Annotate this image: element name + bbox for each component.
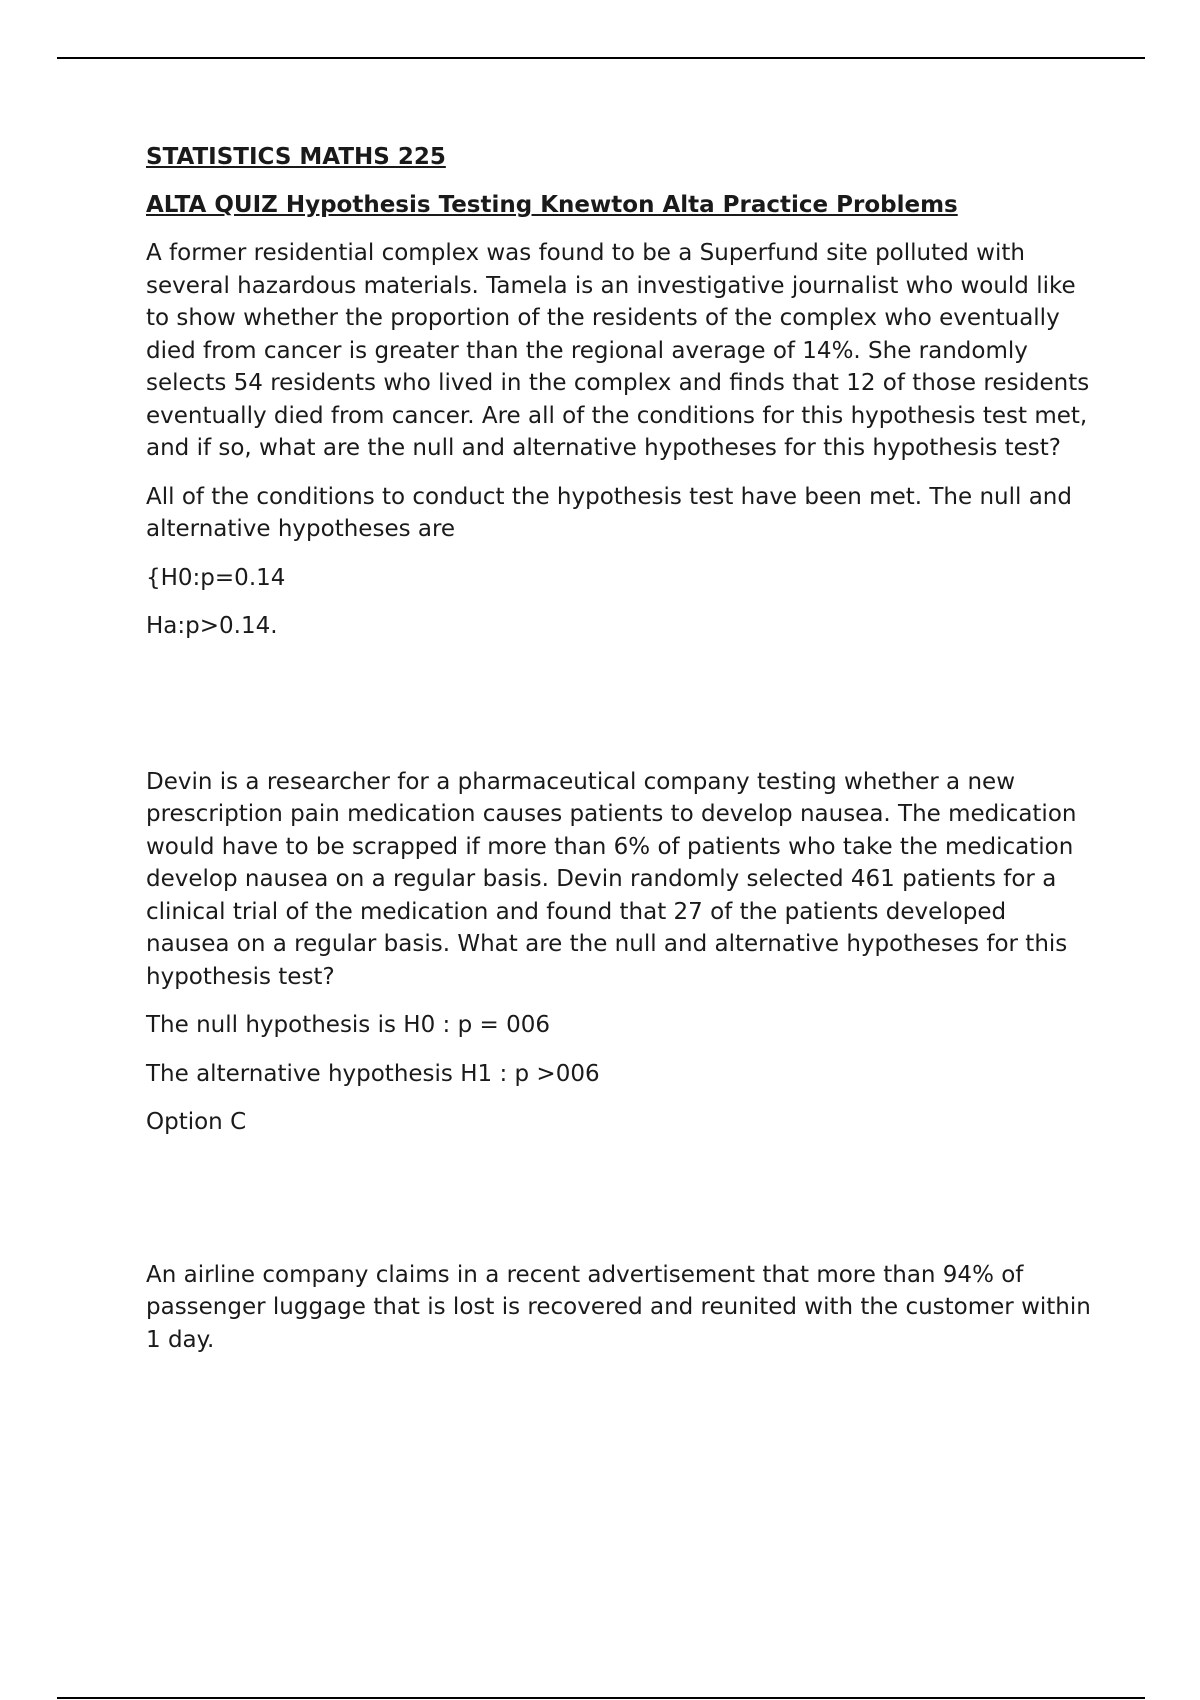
top-border-line	[57, 57, 1145, 59]
question-1-alternative-hypothesis: Ha:p>0.14.	[146, 613, 278, 639]
bottom-border-line	[57, 1697, 1145, 1699]
question-1-prompt: A former residential complex was found to be a Superfund site polluted with several hazardous materials. Tamela is an investigative journalist who would like to show whether the proportion of the residents of the complex who eventually died from cancer is greater than the regional average of 14%. She randomly selects 54 residents who lived in the complex and finds that 12 of those residents eventually died from cancer. Are all of the conditions for this hypothesis test met, and if so, what are the null and alternative hypotheses for this hypothesis test?	[146, 240, 1090, 461]
question-2-alternative-hypothesis: The alternative hypothesis H1 : p >006	[146, 1060, 600, 1087]
course-title: STATISTICS MATHS 225	[146, 144, 446, 170]
question-2-prompt: Devin is a researcher for a pharmaceutical company testing whether a new prescription pain medication causes patients to develop nausea. The medication would have to be scrapped if more than 6% of patients who take the medication develop nausea on a regular basis. Devin randomly selected 461 patients for a clinical trial of the medication and found that 27 of the patients developed nausea on a regular basis. What are the null and alternative hypotheses for this hypothesis test?	[146, 768, 1077, 990]
spacer	[146, 659, 1096, 766]
document-body	[146, 141, 1096, 1372]
question-2-null-hypothesis: The null hypothesis is H0 : p = 006	[146, 1012, 550, 1038]
question-3-prompt: An airline company claims in a recent advertisement that more than 94% of passenger luggage that is lost is recovered and reunited with the customer within 1 day.	[146, 1261, 1091, 1353]
question-2-option: Option C	[146, 1109, 247, 1135]
quiz-title: ALTA QUIZ Hypothesis Testing Knewton Alta Practice Problems	[146, 192, 958, 218]
question-1-answer-text: All of the conditions to conduct the hypothesis test have been met. The null and alternative hypotheses are	[146, 483, 1072, 542]
question-1-null-hypothesis: {H0:p=0.14	[146, 564, 286, 591]
spacer	[146, 1155, 1096, 1259]
